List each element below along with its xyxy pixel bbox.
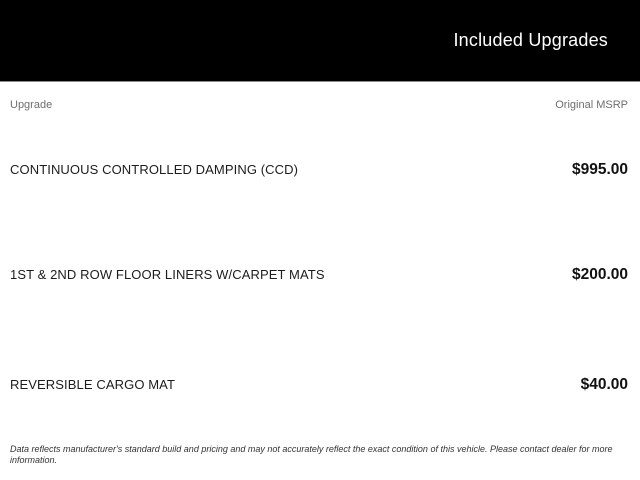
upgrade-price: $995.00	[571, 161, 628, 178]
column-header-msrp: Original MSRP	[555, 99, 628, 111]
upgrade-price: $200.00	[571, 266, 628, 283]
upgrade-name: CONTINUOUS CONTROLLED DAMPING (CCD)	[10, 162, 299, 177]
disclaimer-text: Data reflects manufacturer's standard build and pricing and may not accurately reflect the exact condition of this vehicle. Please contact dealer for more information.	[10, 444, 613, 465]
header-bar	[0, 0, 640, 82]
upgrade-name: 1ST & 2ND ROW FLOOR LINERS W/CARPET MATS	[10, 267, 325, 282]
upgrade-price: $40.00	[580, 376, 628, 393]
table-row	[10, 161, 628, 179]
page-title: Included Upgrades	[453, 30, 608, 50]
table-row	[10, 266, 628, 284]
table-header-row	[10, 99, 628, 111]
column-header-upgrade: Upgrade	[10, 99, 53, 111]
table-row	[10, 376, 628, 394]
upgrade-name: REVERSIBLE CARGO MAT	[10, 377, 176, 392]
